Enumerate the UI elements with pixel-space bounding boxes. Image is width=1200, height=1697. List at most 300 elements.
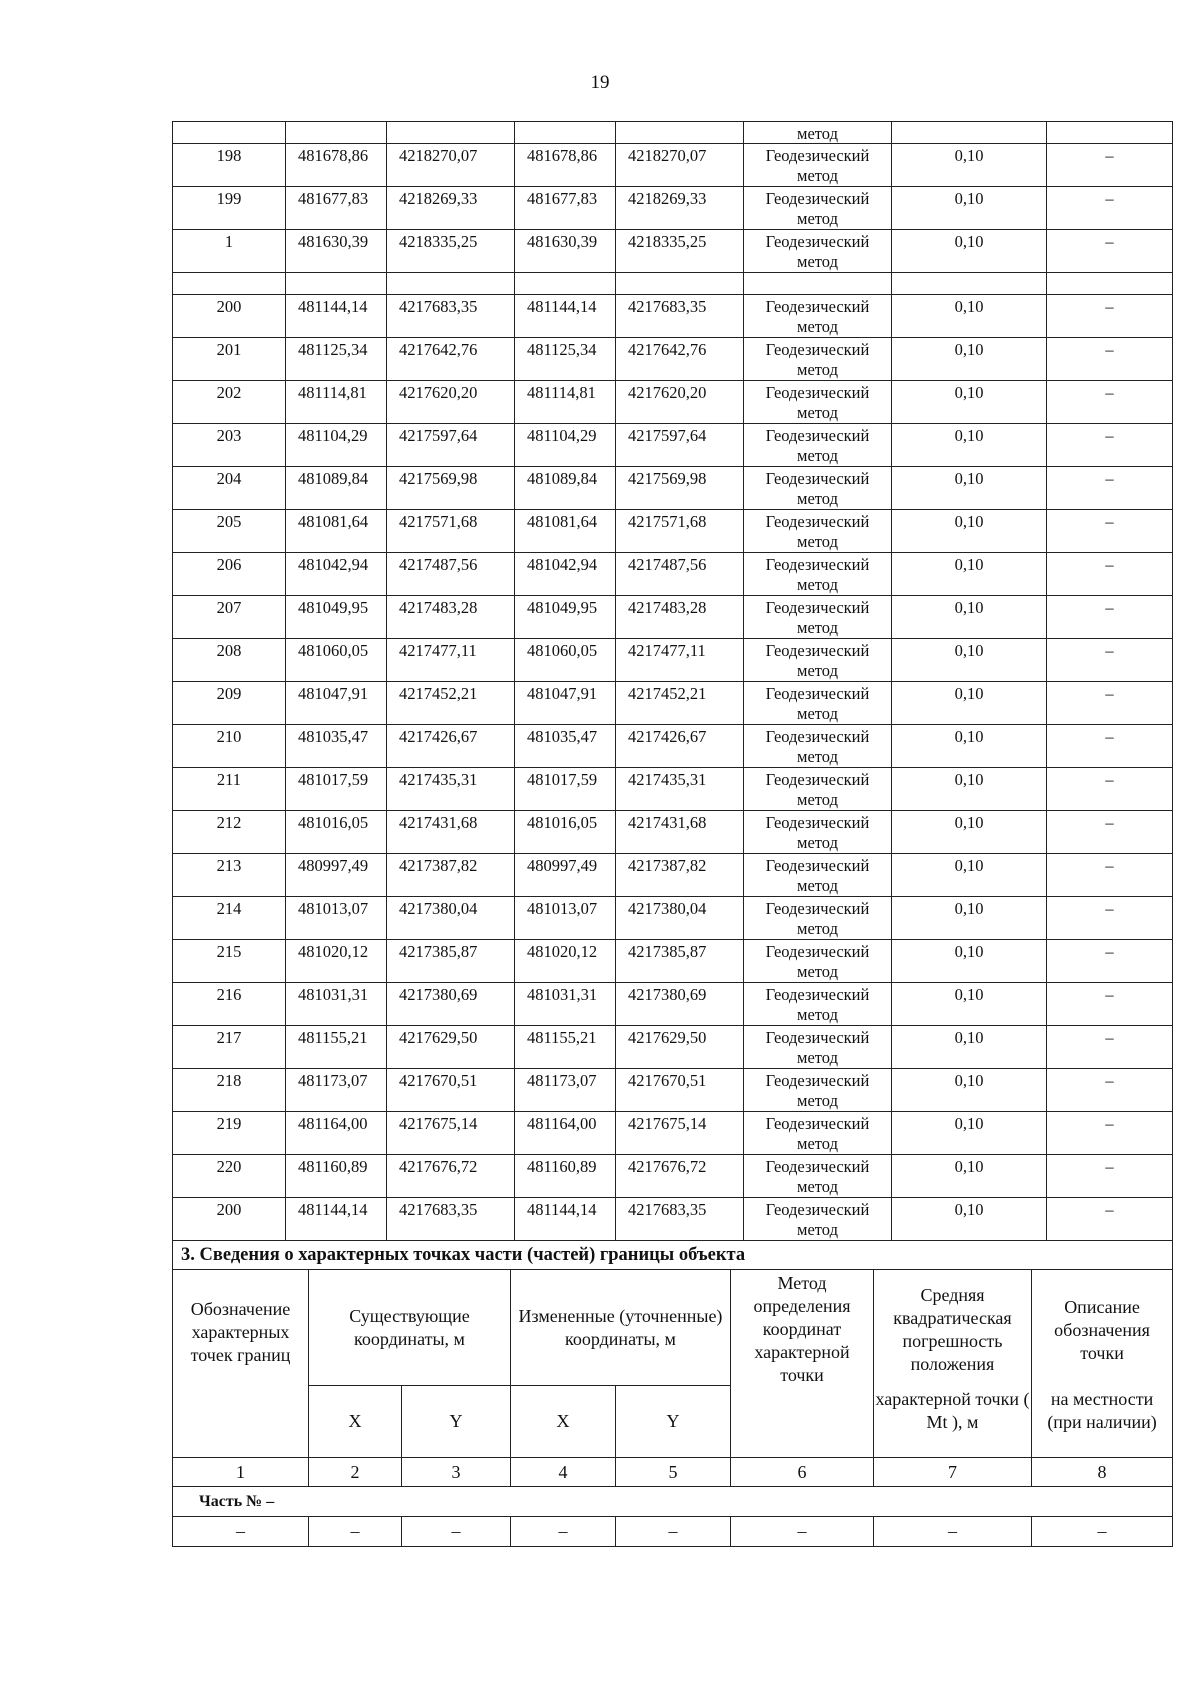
method-line-1: Геодезический <box>765 942 870 961</box>
method-cell <box>744 467 892 510</box>
method-cell <box>744 338 892 381</box>
description-dash: – <box>1047 553 1173 596</box>
existing-y: 4217620,20 <box>387 381 515 424</box>
existing-x: 481013,07 <box>286 897 387 940</box>
description-dash: – <box>1047 144 1173 187</box>
error-value: 0,10 <box>892 940 1047 983</box>
changed-y: 4217569,98 <box>616 467 744 510</box>
error-value: 0,10 <box>892 897 1047 940</box>
existing-y: 4218269,33 <box>387 187 515 230</box>
point-number: 208 <box>173 639 286 682</box>
error-value: 0,10 <box>892 230 1047 273</box>
description-dash: – <box>1047 381 1173 424</box>
table-row-partial <box>173 122 1173 144</box>
changed-x: 481677,83 <box>515 187 616 230</box>
existing-y: 4218335,25 <box>387 230 515 273</box>
existing-y: 4217683,35 <box>387 295 515 338</box>
description-dash: – <box>1047 467 1173 510</box>
existing-y: 4217597,64 <box>387 424 515 467</box>
point-number: 220 <box>173 1155 286 1198</box>
existing-y: 4217670,51 <box>387 1069 515 1112</box>
method-line-2: метод <box>797 1220 838 1239</box>
error-value: 0,10 <box>892 596 1047 639</box>
method-line-1: Геодезический <box>765 598 870 617</box>
method-cell <box>744 1155 892 1198</box>
point-number: 210 <box>173 725 286 768</box>
empty-dash: – <box>731 1517 874 1547</box>
existing-x: 481089,84 <box>286 467 387 510</box>
method-line-2: метод <box>797 446 838 465</box>
method-cell <box>744 725 892 768</box>
changed-y: 4217477,11 <box>616 639 744 682</box>
existing-y: 4217385,87 <box>387 940 515 983</box>
header-changed-x: X <box>511 1386 616 1458</box>
method-line-1: Геодезический <box>765 1114 870 1133</box>
existing-x: 481144,14 <box>286 1198 387 1241</box>
changed-y: 4217597,64 <box>616 424 744 467</box>
point-number: 200 <box>173 1198 286 1241</box>
column-number: 5 <box>616 1458 731 1487</box>
existing-y: 4217452,21 <box>387 682 515 725</box>
column-number: 7 <box>874 1458 1032 1487</box>
error-value: 0,10 <box>892 1155 1047 1198</box>
method-cell <box>744 295 892 338</box>
changed-y: 4217452,21 <box>616 682 744 725</box>
existing-y: 4217571,68 <box>387 510 515 553</box>
method-line-2: метод <box>797 876 838 895</box>
changed-x: 481678,86 <box>515 144 616 187</box>
method-line-1: Геодезический <box>765 684 870 703</box>
existing-y: 4217683,35 <box>387 1198 515 1241</box>
method-line-2: метод <box>797 661 838 680</box>
method-cell <box>744 1112 892 1155</box>
existing-y: 4217675,14 <box>387 1112 515 1155</box>
point-number: 203 <box>173 424 286 467</box>
point-number: 199 <box>173 187 286 230</box>
description-dash: – <box>1047 940 1173 983</box>
method-cell <box>744 983 892 1026</box>
changed-y: 4218335,25 <box>616 230 744 273</box>
error-value: 0,10 <box>892 187 1047 230</box>
method-line-1: Геодезический <box>765 383 870 402</box>
table-row <box>173 983 1173 1026</box>
empty-dash: – <box>309 1517 402 1547</box>
existing-x: 481125,34 <box>286 338 387 381</box>
table-row <box>173 854 1173 897</box>
error-value: 0,10 <box>892 338 1047 381</box>
method-cell <box>744 1069 892 1112</box>
existing-y: 4217629,50 <box>387 1026 515 1069</box>
description-dash: – <box>1047 187 1173 230</box>
error-value: 0,10 <box>892 639 1047 682</box>
method-cell <box>744 768 892 811</box>
method-line-2: метод <box>797 252 838 271</box>
existing-x: 481020,12 <box>286 940 387 983</box>
method-line-2: метод <box>797 166 838 185</box>
error-value: 0,10 <box>892 295 1047 338</box>
changed-y: 4217385,87 <box>616 940 744 983</box>
description-dash: – <box>1047 295 1173 338</box>
method-cell <box>744 940 892 983</box>
empty-dash: – <box>616 1517 731 1547</box>
existing-x: 481114,81 <box>286 381 387 424</box>
header-existing: Существующие координаты, м <box>309 1270 511 1386</box>
table-row <box>173 144 1173 187</box>
existing-y: 4217387,82 <box>387 854 515 897</box>
page-number: 19 <box>590 72 610 93</box>
error-value: 0,10 <box>892 424 1047 467</box>
method-line-2: метод <box>797 1177 838 1196</box>
method-line-1: Геодезический <box>765 340 870 359</box>
method-line-2: метод <box>797 962 838 981</box>
method-cell: метод <box>744 122 892 144</box>
method-line-2: метод <box>797 1048 838 1067</box>
changed-y: 4217380,69 <box>616 983 744 1026</box>
header-existing-x: X <box>309 1386 402 1458</box>
error-value: 0,10 <box>892 467 1047 510</box>
method-line-1: Геодезический <box>765 985 870 1004</box>
existing-x: 480997,49 <box>286 854 387 897</box>
changed-x: 481060,05 <box>515 639 616 682</box>
method-line-2: метод <box>797 747 838 766</box>
description-dash: – <box>1047 725 1173 768</box>
point-number: 218 <box>173 1069 286 1112</box>
method-line-1: Геодезический <box>765 1071 870 1090</box>
changed-x: 481089,84 <box>515 467 616 510</box>
method-line-1: Геодезический <box>765 641 870 660</box>
table-row <box>173 1069 1173 1112</box>
method-cell <box>744 144 892 187</box>
table-row <box>173 510 1173 553</box>
changed-x: 481144,14 <box>515 1198 616 1241</box>
description-dash: – <box>1047 1155 1173 1198</box>
method-line-1: Геодезический <box>765 856 870 875</box>
error-value: 0,10 <box>892 381 1047 424</box>
error-value: 0,10 <box>892 854 1047 897</box>
existing-x: 481042,94 <box>286 553 387 596</box>
existing-x: 481155,21 <box>286 1026 387 1069</box>
existing-y: 4217477,11 <box>387 639 515 682</box>
table-row <box>173 295 1173 338</box>
method-line-2: метод <box>797 403 838 422</box>
method-line-2: метод <box>797 1091 838 1110</box>
error-value: 0,10 <box>892 983 1047 1026</box>
section3-title: 3. Сведения о характерных точках части (частей) границы объекта <box>173 1241 1173 1270</box>
point-number: 216 <box>173 983 286 1026</box>
existing-y: 4217380,69 <box>387 983 515 1026</box>
method-line-2: метод <box>797 1005 838 1024</box>
table-row <box>173 381 1173 424</box>
column-number: 2 <box>309 1458 402 1487</box>
point-number: 198 <box>173 144 286 187</box>
point-number: 205 <box>173 510 286 553</box>
existing-x: 481017,59 <box>286 768 387 811</box>
header-method: Метод определения координат характерной точки <box>731 1270 874 1458</box>
changed-x: 481125,34 <box>515 338 616 381</box>
point-number: 211 <box>173 768 286 811</box>
method-line-1: Геодезический <box>765 1028 870 1047</box>
point-number: 207 <box>173 596 286 639</box>
description-dash: – <box>1047 682 1173 725</box>
changed-x: 481164,00 <box>515 1112 616 1155</box>
table-row <box>173 897 1173 940</box>
error-value: 0,10 <box>892 682 1047 725</box>
description-dash: – <box>1047 338 1173 381</box>
method-line-1: Геодезический <box>765 555 870 574</box>
existing-y: 4217431,68 <box>387 811 515 854</box>
point-number: 204 <box>173 467 286 510</box>
error-value: 0,10 <box>892 725 1047 768</box>
method-line-1: Геодезический <box>765 232 870 251</box>
existing-x: 481031,31 <box>286 983 387 1026</box>
method-line-1: Геодезический <box>765 813 870 832</box>
coordinates-table-body <box>173 122 1173 1241</box>
changed-x: 481173,07 <box>515 1069 616 1112</box>
error-value: 0,10 <box>892 553 1047 596</box>
header-existing-y: Y <box>402 1386 511 1458</box>
description-dash: – <box>1047 639 1173 682</box>
method-line-2: метод <box>797 704 838 723</box>
existing-y: 4218270,07 <box>387 144 515 187</box>
changed-y: 4217431,68 <box>616 811 744 854</box>
existing-x: 481049,95 <box>286 596 387 639</box>
existing-x: 481081,64 <box>286 510 387 553</box>
column-number: 8 <box>1032 1458 1173 1487</box>
method-cell <box>744 897 892 940</box>
table-row <box>173 187 1173 230</box>
header-error-top: Средняя квадратическая погрешность положения <box>874 1270 1032 1386</box>
description-dash: – <box>1047 811 1173 854</box>
description-dash: – <box>1047 1026 1173 1069</box>
method-cell <box>744 854 892 897</box>
method-cell <box>744 424 892 467</box>
method-line-1: Геодезический <box>765 297 870 316</box>
method-line-1: Геодезический <box>765 469 870 488</box>
table-row <box>173 230 1173 273</box>
changed-y: 4217642,76 <box>616 338 744 381</box>
method-line-2: метод <box>797 575 838 594</box>
method-line-2: метод <box>797 919 838 938</box>
method-cell <box>744 510 892 553</box>
point-number: 212 <box>173 811 286 854</box>
changed-y: 4218269,33 <box>616 187 744 230</box>
column-number: 3 <box>402 1458 511 1487</box>
method-line-2: метод <box>797 209 838 228</box>
header-points: Обозначение характерных точек границ <box>173 1270 309 1458</box>
existing-y: 4217487,56 <box>387 553 515 596</box>
error-value: 0,10 <box>892 510 1047 553</box>
error-value: 0,10 <box>892 1026 1047 1069</box>
method-line-1: Геодезический <box>765 727 870 746</box>
point-number: 202 <box>173 381 286 424</box>
existing-x: 481678,86 <box>286 144 387 187</box>
table-row <box>173 553 1173 596</box>
changed-y: 4217571,68 <box>616 510 744 553</box>
point-number: 206 <box>173 553 286 596</box>
changed-x: 481013,07 <box>515 897 616 940</box>
existing-y: 4217569,98 <box>387 467 515 510</box>
method-line-2: метод <box>797 790 838 809</box>
changed-x: 481104,29 <box>515 424 616 467</box>
existing-y: 4217380,04 <box>387 897 515 940</box>
section3-table <box>172 1240 1173 1547</box>
changed-y: 4217629,50 <box>616 1026 744 1069</box>
point-number: 219 <box>173 1112 286 1155</box>
description-dash: – <box>1047 510 1173 553</box>
point-number: 217 <box>173 1026 286 1069</box>
header-desc-top: Описание обозначения точки <box>1032 1270 1173 1386</box>
coordinates-table <box>172 121 1173 1241</box>
existing-x: 481144,14 <box>286 295 387 338</box>
changed-x: 481031,31 <box>515 983 616 1026</box>
changed-x: 481017,59 <box>515 768 616 811</box>
point-number: 200 <box>173 295 286 338</box>
method-line-2: метод <box>797 489 838 508</box>
description-dash: – <box>1047 897 1173 940</box>
existing-x: 481164,00 <box>286 1112 387 1155</box>
description-dash: – <box>1047 596 1173 639</box>
changed-x: 481144,14 <box>515 295 616 338</box>
changed-x: 481155,21 <box>515 1026 616 1069</box>
changed-x: 481081,64 <box>515 510 616 553</box>
description-dash: – <box>1047 1112 1173 1155</box>
changed-x: 481035,47 <box>515 725 616 768</box>
changed-y: 4217675,14 <box>616 1112 744 1155</box>
point-number: 201 <box>173 338 286 381</box>
method-line-1: Геодезический <box>765 512 870 531</box>
point-number: 215 <box>173 940 286 983</box>
method-line-2: метод <box>797 532 838 551</box>
empty-dash: – <box>402 1517 511 1547</box>
table-row <box>173 596 1173 639</box>
empty-dash: – <box>1032 1517 1173 1547</box>
method-line-1: Геодезический <box>765 770 870 789</box>
table-row-empty <box>173 273 1173 295</box>
changed-x: 481114,81 <box>515 381 616 424</box>
point-number: 1 <box>173 230 286 273</box>
method-cell <box>744 381 892 424</box>
existing-x: 481173,07 <box>286 1069 387 1112</box>
changed-x: 481049,95 <box>515 596 616 639</box>
table-row <box>173 768 1173 811</box>
existing-x: 481630,39 <box>286 230 387 273</box>
table-row <box>173 1112 1173 1155</box>
existing-x: 481016,05 <box>286 811 387 854</box>
changed-y: 4217487,56 <box>616 553 744 596</box>
empty-dash: – <box>173 1517 309 1547</box>
method-cell <box>744 596 892 639</box>
method-line-2: метод <box>797 833 838 852</box>
method-line-2: метод <box>797 618 838 637</box>
point-number: 214 <box>173 897 286 940</box>
changed-x: 480997,49 <box>515 854 616 897</box>
changed-y: 4217380,04 <box>616 897 744 940</box>
changed-x: 481020,12 <box>515 940 616 983</box>
empty-dash: – <box>511 1517 616 1547</box>
table-row <box>173 338 1173 381</box>
error-value: 0,10 <box>892 768 1047 811</box>
column-number: 6 <box>731 1458 874 1487</box>
changed-x: 481042,94 <box>515 553 616 596</box>
method-line-2: метод <box>797 360 838 379</box>
table-row <box>173 1026 1173 1069</box>
error-value: 0,10 <box>892 144 1047 187</box>
table-row <box>173 725 1173 768</box>
method-cell <box>744 1026 892 1069</box>
table-row <box>173 811 1173 854</box>
existing-x: 481047,91 <box>286 682 387 725</box>
method-line-1: Геодезический <box>765 189 870 208</box>
description-dash: – <box>1047 983 1173 1026</box>
header-changed: Измененные (уточненные) координаты, м <box>511 1270 731 1386</box>
method-line-1: Геодезический <box>765 426 870 445</box>
table-row <box>173 682 1173 725</box>
changed-y: 4217676,72 <box>616 1155 744 1198</box>
existing-x: 481060,05 <box>286 639 387 682</box>
existing-y: 4217642,76 <box>387 338 515 381</box>
changed-y: 4217387,82 <box>616 854 744 897</box>
changed-x: 481016,05 <box>515 811 616 854</box>
description-dash: – <box>1047 1069 1173 1112</box>
changed-y: 4217683,35 <box>616 295 744 338</box>
method-cell <box>744 187 892 230</box>
method-cell <box>744 1198 892 1241</box>
error-value: 0,10 <box>892 811 1047 854</box>
changed-y: 4217683,35 <box>616 1198 744 1241</box>
point-number: 209 <box>173 682 286 725</box>
existing-y: 4217483,28 <box>387 596 515 639</box>
existing-y: 4217676,72 <box>387 1155 515 1198</box>
changed-y: 4218270,07 <box>616 144 744 187</box>
header-error-bottom: характерной точки ( Mt ), м <box>874 1386 1032 1458</box>
header-desc-bottom: на местности (при наличии) <box>1032 1386 1173 1458</box>
table-row <box>173 639 1173 682</box>
column-number: 4 <box>511 1458 616 1487</box>
method-line-1: Геодезический <box>765 1200 870 1219</box>
changed-x: 481160,89 <box>515 1155 616 1198</box>
method-cell <box>744 682 892 725</box>
method-line-1: Геодезический <box>765 1157 870 1176</box>
existing-x: 481104,29 <box>286 424 387 467</box>
method-cell <box>744 639 892 682</box>
error-value: 0,10 <box>892 1112 1047 1155</box>
part-label: Часть № – <box>173 1487 1173 1517</box>
changed-y: 4217426,67 <box>616 725 744 768</box>
description-dash: – <box>1047 854 1173 897</box>
changed-x: 481630,39 <box>515 230 616 273</box>
description-dash: – <box>1047 230 1173 273</box>
method-line-1: Геодезический <box>765 899 870 918</box>
changed-y: 4217483,28 <box>616 596 744 639</box>
description-dash: – <box>1047 768 1173 811</box>
changed-y: 4217435,31 <box>616 768 744 811</box>
header-changed-y: Y <box>616 1386 731 1458</box>
table-row <box>173 940 1173 983</box>
method-cell <box>744 230 892 273</box>
description-dash: – <box>1047 424 1173 467</box>
table-row <box>173 1155 1173 1198</box>
changed-y: 4217670,51 <box>616 1069 744 1112</box>
existing-y: 4217426,67 <box>387 725 515 768</box>
point-number: 213 <box>173 854 286 897</box>
table-row <box>173 467 1173 510</box>
description-dash: – <box>1047 1198 1173 1241</box>
method-line-2: метод <box>797 317 838 336</box>
method-line-2: метод <box>797 1134 838 1153</box>
existing-y: 4217435,31 <box>387 768 515 811</box>
method-cell <box>744 553 892 596</box>
changed-y: 4217620,20 <box>616 381 744 424</box>
